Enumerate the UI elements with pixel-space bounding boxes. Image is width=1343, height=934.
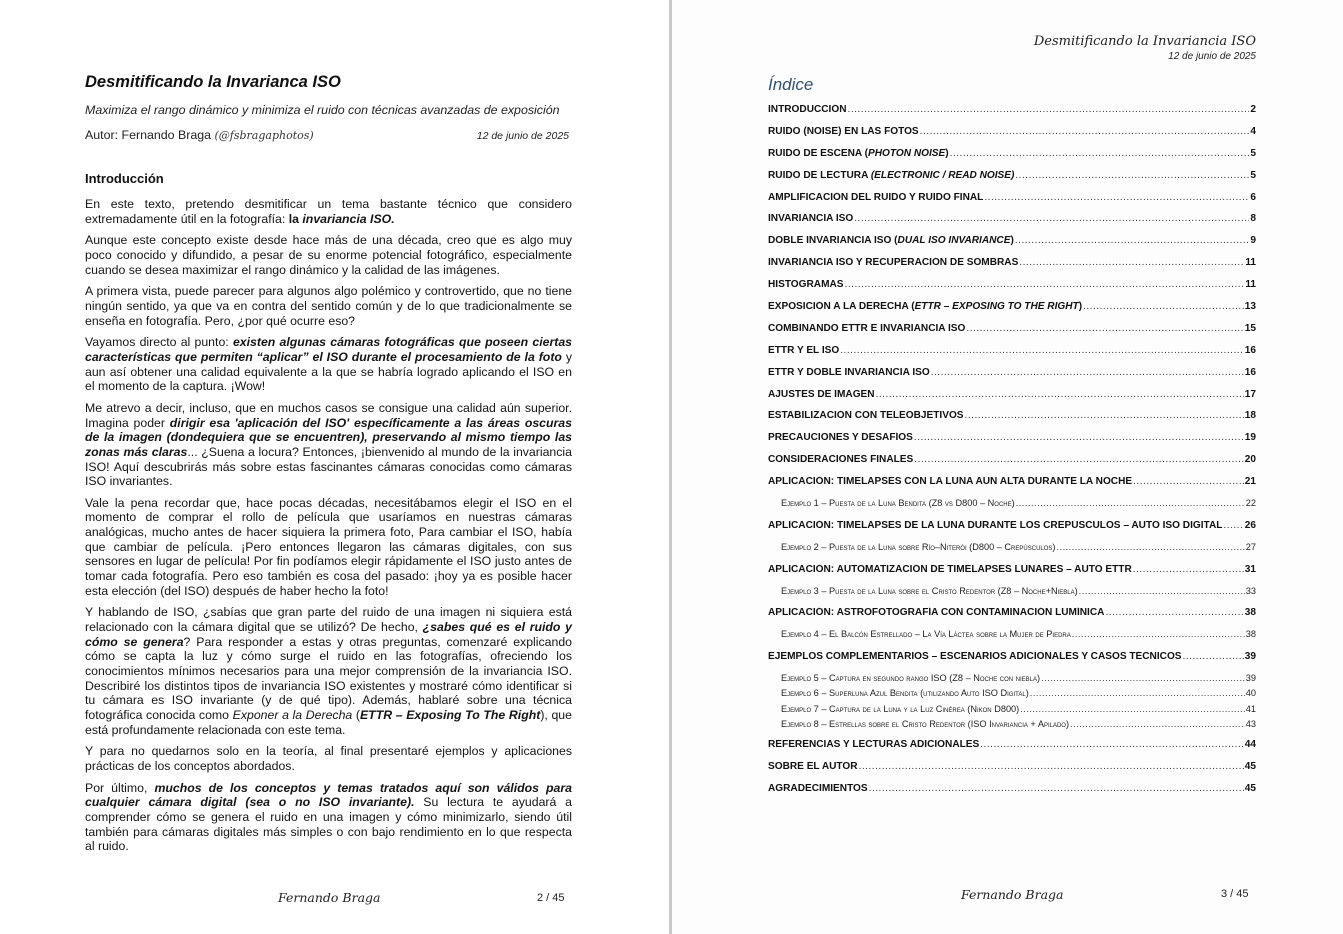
toc-page-number: 5 xyxy=(1250,147,1256,159)
toc-dot-leader xyxy=(931,367,1244,378)
toc-entry[interactable] xyxy=(768,564,1256,586)
toc-entry[interactable] xyxy=(768,104,1256,126)
document-title: Desmitificando la Invarianca ISO xyxy=(85,73,341,91)
toc-dot-leader xyxy=(1056,542,1244,552)
toc-entry-label xyxy=(768,564,1132,575)
footer-page-number: 2 / 45 xyxy=(537,892,565,904)
toc-page-number: 26 xyxy=(1244,519,1256,531)
toc-entry-label xyxy=(768,148,949,159)
toc-dot-leader xyxy=(914,454,1244,465)
emphasized-text: existen algunas cámaras fotográficas que poseen ciertas características que permiten “aplicar” el ISO durante el procesamiento de la foto xyxy=(85,335,573,364)
text-run: ... ¿Suena a locura? Entonces, ¡bienvenido al mundo de la invariancia ISO! Aquí descubrirás más sobre estas fascinantes cámaras conocidas como cámaras ISO invariantes. xyxy=(85,444,572,489)
emphasized-text: (ELECTRONIC / READ NOISE) xyxy=(870,169,1015,181)
footer-page-number: 3 / 45 xyxy=(1221,888,1249,900)
text-run: y aun así obtener una calidad equivalente a la que se habría logrado aplicando el ISO en el momento de la captura. ¡Wow! xyxy=(85,349,572,394)
toc-dot-leader xyxy=(980,739,1244,750)
toc-entry-label xyxy=(768,235,1014,246)
toc-dot-leader xyxy=(1223,520,1243,531)
toc-entry[interactable] xyxy=(768,432,1256,454)
toc-entry-label xyxy=(768,761,858,772)
emphasized-text: ¿sabes qué es el ruido y cómo se genera xyxy=(85,620,572,649)
text-run: ) xyxy=(1010,235,1014,247)
toc-page-number: 21 xyxy=(1244,476,1256,488)
toc-entry[interactable] xyxy=(768,520,1256,542)
toc-page-number: 11 xyxy=(1245,279,1256,291)
text-run: APLICACIÓN: AUTOMATIZACIÓN DE TIMELAPSES LUNARES – AUTO ETTR xyxy=(768,563,1132,575)
toc-page-number: 6 xyxy=(1250,191,1256,203)
toc-page-number: 2 xyxy=(1250,104,1256,115)
toc-dot-leader xyxy=(966,323,1243,334)
toc-entry[interactable] xyxy=(768,345,1256,367)
text-run: ESTABILIZACIÓN CON TELEOBJETIVOS xyxy=(768,410,964,422)
toc-dot-leader xyxy=(854,213,1249,224)
toc-entry-label xyxy=(768,476,1132,487)
text-run: Ejemplo 7 – Captura de la Luna y la Luz Cinérea (Nikon D800) xyxy=(781,703,1020,714)
section-heading-introduccion: Introducción xyxy=(85,171,164,186)
toc-entry[interactable] xyxy=(768,170,1256,192)
toc-entry-label xyxy=(781,629,1071,639)
text-run: EJEMPLOS COMPLEMENTARIOS – ESCENARIOS ADICIONALES Y CASOS TÉCNICOS xyxy=(768,651,1182,663)
toc-subentry[interactable] xyxy=(768,673,1256,688)
toc-subentry[interactable] xyxy=(768,498,1256,520)
toc-dot-leader xyxy=(965,410,1244,421)
text-run: CONSIDERACIONES FINALES xyxy=(768,454,914,466)
text-run: ( xyxy=(352,708,360,722)
toc-page-number: 8 xyxy=(1250,213,1256,225)
text-run: Aunque este concepto existe desde hace más de una década, creo que es algo muy poco conocido y difundido, a pesar de su enorme potencial fotográfico, especialmente cuando se desea maximizar el rango dinámico y la calidad de las imágenes. xyxy=(85,233,572,277)
document-page-3 xyxy=(672,0,1343,934)
body-paragraph xyxy=(85,284,572,328)
toc-subentry[interactable] xyxy=(768,719,1256,739)
toc-entry-label xyxy=(768,126,919,137)
toc-dot-leader xyxy=(920,126,1250,137)
text-run: Ejemplo 8 – Estrellas sobre el Cristo Redentor (ISO Invariancia + Apilado) xyxy=(781,718,1070,729)
body-paragraph xyxy=(85,335,572,394)
body-paragraph xyxy=(85,605,572,737)
toc-page-number: 38 xyxy=(1245,629,1256,640)
toc-page-number: 18 xyxy=(1244,410,1256,422)
toc-entry-label xyxy=(768,389,875,400)
toc-page-number: 5 xyxy=(1250,169,1256,181)
text-run: REFERENCIAS Y LECTURAS ADICIONALES xyxy=(768,738,980,750)
body-paragraph xyxy=(85,233,572,277)
toc-entry[interactable] xyxy=(768,367,1256,389)
toc-page-number: 22 xyxy=(1245,498,1256,509)
emphasized-text: muchos de los conceptos y temas tratados aquí son válidos para cualquier cámara digital (sea o no ISO invariante). xyxy=(85,780,572,810)
text-run: EXPOSICIÓN A LA DERECHA ( xyxy=(768,301,915,313)
toc-page-number: 19 xyxy=(1244,432,1256,444)
toc-entry-label xyxy=(768,213,853,224)
toc-page-number: 4 xyxy=(1250,125,1256,137)
toc-entry[interactable] xyxy=(768,192,1256,214)
toc-entry-label xyxy=(768,454,913,465)
toc-dot-leader xyxy=(1133,564,1244,575)
toc-dot-leader xyxy=(840,345,1244,356)
toc-subentry[interactable] xyxy=(768,629,1256,651)
text-run: COMBINANDO ETTR E INVARIANCIA ISO xyxy=(768,322,966,334)
text-run: Me atrevo a decir, incluso, que en muchos casos se consigue una calidad aún superior. Imagina poder xyxy=(85,400,572,430)
toc-dot-leader xyxy=(845,279,1245,290)
text-run: AJUSTES DE IMAGEN xyxy=(768,388,875,400)
toc-subentry[interactable] xyxy=(768,542,1256,564)
toc-page-number: 11 xyxy=(1245,257,1256,269)
text-run: Ejemplo 6 – Superluna Azul Bendita (utilizando Auto ISO Digital) xyxy=(781,688,1029,699)
toc-entry-label xyxy=(768,410,964,421)
toc-dot-leader xyxy=(848,104,1250,115)
publication-date: 12 de junio de 2025 xyxy=(476,130,569,142)
toc-page-number: 41 xyxy=(1245,703,1256,714)
text-run: RUIDO DE ESCENA ( xyxy=(768,147,869,159)
text-run: Y para no quedarnos solo en la teoría, al final presentaré ejemplos y aplicaciones prácticas de los conceptos abordados. xyxy=(85,744,572,773)
toc-dot-leader xyxy=(1016,498,1245,508)
footer-author-name: Fernando Braga xyxy=(278,890,381,905)
toc-dot-leader xyxy=(1083,301,1244,312)
text-run: Su lectura te ayudará a comprender cómo se genera el ruido en una imagen y cómo minimizarlo, siendo útil también para cámaras digitales más simples o con bajo rendimiento en lo que respecta al ruido. xyxy=(85,795,572,854)
toc-page-number: 39 xyxy=(1245,673,1256,684)
text-run: ), que está profundamente relacionada con este tema. xyxy=(85,708,572,737)
toc-entry[interactable] xyxy=(768,257,1256,279)
toc-entry-label xyxy=(781,542,1055,552)
toc-dot-leader xyxy=(876,389,1244,400)
toc-entry-label xyxy=(768,301,1082,312)
toc-entry-label xyxy=(768,651,1182,662)
emphasized-text: PHOTON NOISE xyxy=(868,147,946,159)
toc-title: Índice xyxy=(768,75,814,94)
toc-entry-label xyxy=(768,345,839,356)
toc-entry-label xyxy=(768,257,1018,268)
introduction-body xyxy=(85,197,572,861)
toc-entry[interactable] xyxy=(768,126,1256,148)
toc-entry-label xyxy=(781,719,1069,729)
text-run: Vayamos directo al punto: xyxy=(85,335,233,350)
toc-entry-label xyxy=(781,688,1029,698)
toc-entry-label xyxy=(768,170,1014,181)
toc-page-number: 38 xyxy=(1244,607,1256,619)
toc-entry[interactable] xyxy=(768,279,1256,301)
toc-entry[interactable] xyxy=(768,213,1256,235)
toc-entry[interactable] xyxy=(768,323,1256,345)
toc-entry[interactable] xyxy=(768,739,1256,761)
toc-page-number: 33 xyxy=(1245,585,1256,596)
toc-dot-leader xyxy=(1133,476,1244,487)
toc-page-number: 31 xyxy=(1244,563,1256,575)
text-run: ? Para responder a estas y otras preguntas, comenzaré explicando cómo se capta la luz y cómo surge el ruido en las fotografías, ofreciendo los conocimientos mínimos necesarios para una mejor comprensión de la invariancia ISO. Describiré los distintos tipos de invariancia ISO existentes y mostraré cómo identificar si tu cámara es ISO invariante (y de qué tipo). Además, hablaré sobre una técnica fotográfica conocida como xyxy=(85,634,572,722)
author-line xyxy=(85,128,569,142)
toc-entry-label xyxy=(768,783,868,794)
toc-page-number: 17 xyxy=(1244,388,1256,400)
toc-entry[interactable] xyxy=(768,389,1256,411)
body-paragraph xyxy=(85,197,572,226)
running-header-date: 12 de junio de 2025 xyxy=(1168,51,1256,62)
toc-page-number: 40 xyxy=(1245,688,1256,699)
body-paragraph xyxy=(85,781,572,854)
text-run: PRECAUCIONES Y DESAFÍOS xyxy=(768,432,913,444)
toc-entry-label xyxy=(768,520,1222,531)
toc-dot-leader xyxy=(914,432,1244,443)
toc-entry-label xyxy=(768,192,983,203)
toc-subentry[interactable] xyxy=(768,586,1256,608)
toc-entry[interactable] xyxy=(768,761,1256,783)
toc-entry[interactable] xyxy=(768,148,1256,170)
toc-entry[interactable] xyxy=(768,783,1256,805)
running-header-title: Desmitificando la Invariancia ISO xyxy=(1033,34,1256,49)
text-run: APLICACIÓN: TIMELAPSES CON LA LUNA AÚN ALTA DURANTE LA NOCHE xyxy=(768,476,1133,488)
toc-page-number: 44 xyxy=(1244,738,1256,750)
toc-page-number: 20 xyxy=(1244,454,1256,466)
toc-entry-label xyxy=(768,323,965,334)
text-run: Vale la pena recordar que, hace pocas décadas, necesitábamos elegir el ISO en el momento de comprar el rollo de película que usaríamos en nuestras cámaras analógicas, mucho antes de hacer siquiera la primera foto, Para cambiar el ISO, había que cambiar de película. ¡Pero entonces llegaron las cámaras digitales, con sus sensores en lugar de película! Por fin podíamos elegir rápidamente el ISO justo antes de tomar cada fotografía. Pero eso también es cosa del pasado: ¡hoy ya es posible hacer esta elección (del ISO) después de haber hecho la foto! xyxy=(85,495,572,598)
body-paragraph xyxy=(85,496,572,599)
text-run: ) xyxy=(945,147,949,159)
toc-page-number: 16 xyxy=(1244,366,1256,378)
text-run: A primera vista, puede parecer para algunos algo polémico y controvertido, que no tiene ningún sentido, ya que va en contra del sentido común y de lo que tradicionalmente se enseña en fotografía. Pero, ¿por qué ocurre eso? xyxy=(85,284,572,328)
text-run: INVARIANCIA ISO Y RECUPERACIÓN DE SOMBRAS xyxy=(768,257,1019,269)
toc-entry[interactable] xyxy=(768,476,1256,498)
toc-entry[interactable] xyxy=(768,235,1256,257)
toc-page-number: 39 xyxy=(1244,651,1256,663)
toc-entry-label xyxy=(768,104,847,115)
toc-dot-leader xyxy=(1015,170,1249,181)
toc-page-number: 16 xyxy=(1244,344,1256,356)
toc-entry[interactable] xyxy=(768,454,1256,476)
text-run: APLICACIÓN: TIMELAPSES DE LA LUNA DURANTE LOS CREPÚSCULOS – AUTO ISO DIGITAL xyxy=(768,519,1223,531)
text-run: Ejemplo 4 – El Balcón Estrellado – La Vía Láctea sobre la Mujer de Piedra xyxy=(781,629,1071,640)
toc-dot-leader xyxy=(1070,719,1245,729)
text-run: RUIDO DE LECTURA xyxy=(768,169,871,181)
text-run: AGRADECIMIENTOS xyxy=(768,782,868,794)
emphasized-text: DUAL ISO INVARIANCE xyxy=(897,235,1011,247)
toc-page-number: 45 xyxy=(1244,760,1256,772)
toc-dot-leader xyxy=(1015,235,1250,246)
toc-page-number: 27 xyxy=(1245,541,1256,552)
emphasized-text: Exponer a la Derecha xyxy=(232,708,353,722)
toc-entry-label xyxy=(768,432,913,443)
text-run: HISTOGRAMAS xyxy=(768,279,844,291)
text-run: ETTR Y EL ISO xyxy=(768,344,840,356)
toc-entry-label xyxy=(768,279,844,290)
toc-entry[interactable] xyxy=(768,607,1256,629)
text-run: Ejemplo 2 – Puesta de la Luna sobre Río–Niterói (D800 – Crepúsculos) xyxy=(781,541,1056,552)
text-run: Ejemplo 5 – Captura en segundo rango ISO (Z8 – Noche con niebla) xyxy=(781,673,1041,684)
footer-author-name: Fernando Braga xyxy=(961,887,1064,902)
text-run: Y hablando de ISO, ¿sabías que gran parte del ruido de una imagen ni siquiera está relacionado con la cámara digital que se utilizó? De hecho, xyxy=(85,605,572,635)
toc-entry[interactable] xyxy=(768,651,1256,673)
author-handle: (@fsbragaphotos) xyxy=(214,129,314,142)
toc-entry-label xyxy=(781,704,1019,714)
toc-dot-leader xyxy=(984,192,1249,203)
emphasized-text: dirigir esa 'aplicación del ISO' específicamente a las áreas oscuras de la imagen (dondequiera que se encuentren), preservando al mismo tiempo las zonas más claras xyxy=(85,415,572,459)
toc-dot-leader xyxy=(1072,629,1245,639)
text-run: Ejemplo 3 – Puesta de la Luna sobre el Cristo Redentor (Z8 – Noche+Niebla) xyxy=(781,585,1078,596)
text-run: RUIDO (NOISE) EN LAS FOTOS xyxy=(768,125,919,137)
author-label: Autor: Fernando Braga xyxy=(85,128,215,142)
toc-dot-leader xyxy=(1079,586,1245,596)
toc-dot-leader xyxy=(1020,704,1245,714)
toc-entry-label xyxy=(768,739,979,750)
toc-dot-leader xyxy=(869,783,1244,794)
text-run: APLICACIÓN: ASTROFOTOGRAFÍA CON CONTAMINACIÓN LUMÍNICA xyxy=(768,607,1105,619)
text-run: Por último, xyxy=(85,780,155,795)
text-run: ETTR Y DOBLE INVARIANCIA ISO xyxy=(768,366,930,378)
toc-subentry[interactable] xyxy=(768,704,1256,719)
text-run: AMPLIFICACIÓN DEL RUIDO Y RUIDO FINAL xyxy=(768,191,984,203)
text-run: INTRODUCCIÓN xyxy=(768,104,847,115)
toc-dot-leader xyxy=(859,761,1244,772)
document-page-2 xyxy=(0,0,669,934)
text-run: En este texto, pretendo desmitificar un tema bastante técnico que considero extremadamente útil en la fotografía: xyxy=(85,197,572,226)
toc-dot-leader xyxy=(1030,688,1245,698)
emphasized-text: ETTR – EXPOSING TO THE RIGHT xyxy=(914,301,1079,313)
emphasized-text: invariancia ISO. xyxy=(302,211,395,226)
toc-page-number: 13 xyxy=(1244,301,1256,313)
text-run: DOBLE INVARIANCIA ISO ( xyxy=(768,235,898,247)
toc-subentry[interactable] xyxy=(768,688,1256,703)
toc-page-number: 9 xyxy=(1250,235,1256,247)
text-run: SOBRE EL AUTOR xyxy=(768,760,858,772)
table-of-contents xyxy=(768,104,1256,804)
toc-entry[interactable] xyxy=(768,301,1256,323)
text-run: ) xyxy=(1078,301,1083,313)
toc-dot-leader xyxy=(1105,607,1243,618)
toc-dot-leader xyxy=(950,148,1250,159)
toc-entry-label xyxy=(781,673,1040,683)
emphasized-text: la xyxy=(288,211,303,226)
body-paragraph xyxy=(85,744,572,773)
toc-entry-label xyxy=(768,367,930,378)
toc-page-number: 45 xyxy=(1244,782,1256,794)
document-subtitle: Maximiza el rango dinámico y minimiza el ruido con técnicas avanzadas de exposición xyxy=(85,103,560,117)
text-run: Ejemplo 1 – Puesta de la Luna Bendita (Z8 vs D800 – Noche) xyxy=(781,498,1015,509)
emphasized-text: ETTR – Exposing To The Right xyxy=(359,708,541,722)
toc-dot-leader xyxy=(1019,257,1244,268)
toc-entry-label xyxy=(781,498,1015,508)
toc-page-number: 43 xyxy=(1245,718,1256,729)
body-paragraph xyxy=(85,401,572,489)
toc-dot-leader xyxy=(1183,651,1244,662)
toc-entry-label xyxy=(768,607,1104,618)
toc-dot-leader xyxy=(1041,673,1245,683)
toc-entry[interactable] xyxy=(768,410,1256,432)
text-run: INVARIANCIA ISO xyxy=(768,213,854,225)
toc-entry-label xyxy=(781,586,1078,596)
toc-page-number: 15 xyxy=(1244,322,1256,334)
